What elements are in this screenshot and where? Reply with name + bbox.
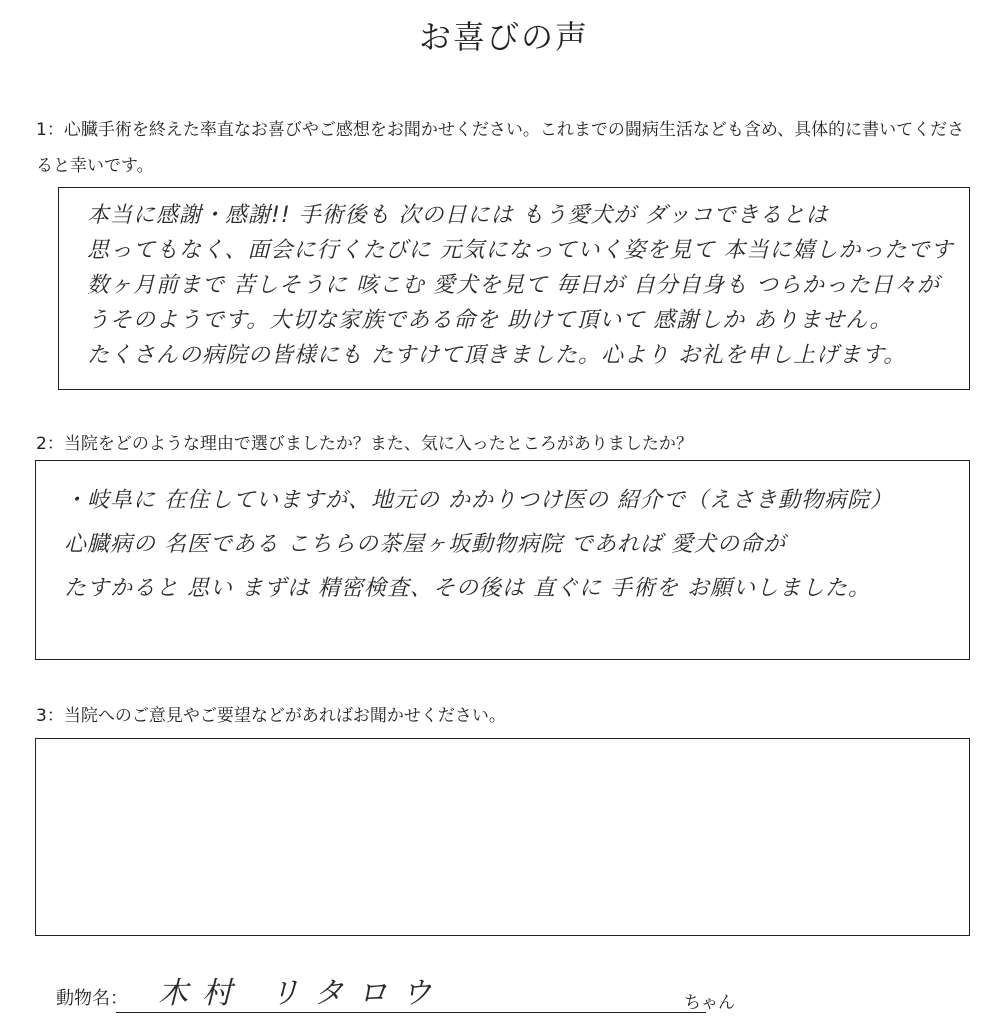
pet-name-suffix: ちゃん [684, 993, 735, 1013]
question-3-label: 3：当院へのご意見やご要望などがあればお聞かせください。 [36, 706, 506, 726]
answer-box-2 [35, 460, 970, 660]
answer-1-line: 数ヶ月前まで 苦しそうに 咳こむ 愛犬を見て 毎日が 自分自身も つらかった日々が [87, 273, 940, 298]
answer-1-line: うそのようです。大切な家族である命を 助けて頂いて 感謝しか ありません。 [87, 308, 893, 333]
answer-box-1 [58, 187, 970, 390]
answer-2-line: たすかると 思い まずは 精密検査、その後は 直ぐに 手術を お願いしました。 [64, 576, 871, 601]
answer-2-line: 心臓病の 名医である こちらの茶屋ヶ坂動物病院 であれば 愛犬の命が [64, 532, 786, 557]
answer-box-3 [35, 738, 970, 936]
pet-name-value: 木村 リタロウ [158, 976, 446, 1011]
pet-name-row [48, 968, 968, 1016]
question-1-label: 1：心臓手術を終えた率直なお喜びやご感想をお聞かせください。これまでの闘病生活なども含め、具体的に書いてくださると幸いです。 [36, 120, 965, 176]
answer-2-text [64, 471, 951, 611]
answer-1-line: たくさんの病院の皆様にも たすけて頂きました。心より お礼を申し上げます。 [87, 343, 907, 368]
answer-1-line: 本当に感謝・感謝!! 手術後も 次の日には もう愛犬が ダッコできるとは [87, 203, 829, 228]
question-2-label: 2：当院をどのような理由で選びましたか？また、気に入ったところがありましたか？ [36, 434, 693, 454]
answer-2-line: ・岐阜に 在住していますが、地元の かかりつけ医の 紹介で（えさき動物病院） [64, 488, 893, 513]
answer-1-text [87, 198, 954, 373]
pet-name-underline [116, 1012, 706, 1013]
pet-name-label: 動物名： [56, 988, 128, 1009]
answer-1-line: 思ってもなく、面会に行くたびに 元気になっていく姿を見て 本当に嬉しかったです [87, 238, 954, 263]
page-title: お喜びの声 [418, 18, 589, 56]
